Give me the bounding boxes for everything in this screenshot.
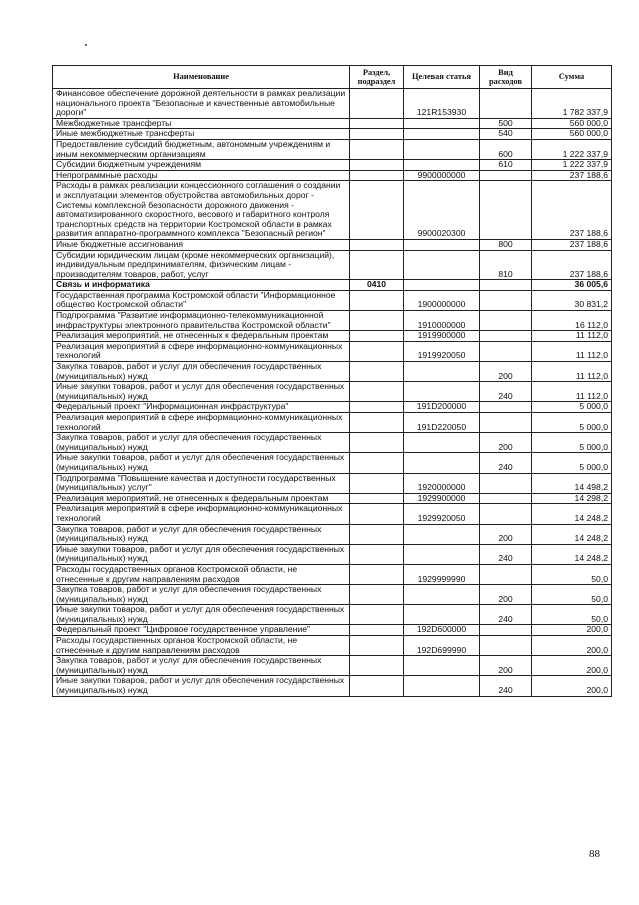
table-row [53, 473, 612, 493]
row-article: 1910000000 [404, 311, 480, 331]
header-section: Раздел, подраздел [350, 66, 404, 89]
row-type: 610 [480, 160, 532, 171]
table-row [53, 362, 612, 382]
row-sum: 14 248,2 [532, 524, 612, 544]
row-article [404, 160, 480, 171]
row-type [480, 170, 532, 181]
row-section [350, 239, 404, 250]
row-sum: 1 782 337,9 [532, 89, 612, 119]
row-name: Иные закупки товаров, работ и услуг для обеспечения государственных (муниципальных) нужд [53, 544, 350, 564]
row-section [350, 473, 404, 493]
row-article [404, 139, 480, 159]
row-name: Реализация мероприятий, не отнесенных к федеральным проектам [53, 331, 350, 342]
row-name: Реализация мероприятий в сфере информационно-коммуникационных технологий [53, 413, 350, 433]
row-type: 200 [480, 433, 532, 453]
table-row [53, 656, 612, 676]
row-article [404, 656, 480, 676]
row-type [480, 331, 532, 342]
row-sum: 1 222 337,9 [532, 160, 612, 171]
row-article [404, 524, 480, 544]
row-name: Расходы государственных органов Костромской области, не отнесенные к другим направлениям расходов [53, 636, 350, 656]
row-section [350, 636, 404, 656]
row-article [404, 250, 480, 280]
row-article: 9900020300 [404, 181, 480, 240]
row-name: Закупка товаров, работ и услуг для обеспечения государственных (муниципальных) нужд [53, 656, 350, 676]
table-body [53, 89, 612, 697]
table-row [53, 89, 612, 119]
table-row [53, 382, 612, 402]
row-article [404, 239, 480, 250]
row-section [350, 118, 404, 129]
row-name: Расходы в рамках реализации концессионного соглашения о создании и эксплуатации элементов обустройства автомобильных дорог - Системы комплексной безопасности дорожного движения - автоматизированного скоростного, весового и габаритного контроля транспортных средств на территории Костромской области в рамках развития аппаратно-программного комплекса "Безопасный регион" [53, 181, 350, 240]
table-row [53, 676, 612, 696]
row-article: 192D699990 [404, 636, 480, 656]
row-article: 1929900000 [404, 493, 480, 504]
row-section [350, 160, 404, 171]
row-name: Реализация мероприятий в сфере информационно-коммуникационных технологий [53, 504, 350, 524]
row-name: Государственная программа Костромской области "Информационное общество Костромской области" [53, 290, 350, 310]
row-sum: 11 112,0 [532, 382, 612, 402]
row-name: Субсидии бюджетным учреждениям [53, 160, 350, 171]
row-type: 200 [480, 362, 532, 382]
row-type [480, 625, 532, 636]
table-row [53, 524, 612, 544]
row-article: 1919900000 [404, 331, 480, 342]
row-sum: 200,0 [532, 636, 612, 656]
row-sum: 237 188,6 [532, 250, 612, 280]
row-section [350, 504, 404, 524]
table-row [53, 139, 612, 159]
row-section [350, 402, 404, 413]
row-sum: 237 188,6 [532, 239, 612, 250]
table-row [53, 433, 612, 453]
row-article: 191D200000 [404, 402, 480, 413]
table-row [53, 585, 612, 605]
row-sum: 50,0 [532, 564, 612, 584]
row-article: 121R153930 [404, 89, 480, 119]
row-sum: 16 112,0 [532, 311, 612, 331]
row-section [350, 433, 404, 453]
row-sum: 14 298,2 [532, 493, 612, 504]
row-type: 240 [480, 605, 532, 625]
row-type: 810 [480, 250, 532, 280]
row-sum: 560 000,0 [532, 118, 612, 129]
scan-speck [85, 44, 87, 46]
table-row [53, 181, 612, 240]
row-section [350, 656, 404, 676]
row-type: 240 [480, 453, 532, 473]
header-type: Вид расходов [480, 66, 532, 89]
row-type: 500 [480, 118, 532, 129]
row-section [350, 453, 404, 473]
row-type [480, 564, 532, 584]
row-type [480, 311, 532, 331]
row-article [404, 118, 480, 129]
row-section [350, 250, 404, 280]
row-article: 191D220050 [404, 413, 480, 433]
row-name: Подпрограмма "Развитие информационно-телекоммуникационной инфраструктуры электронного правительства Костромской области" [53, 311, 350, 331]
header-article: Целевая статья [404, 66, 480, 89]
row-section [350, 524, 404, 544]
row-name: Иные закупки товаров, работ и услуг для обеспечения государственных (муниципальных) нужд [53, 382, 350, 402]
table-row [53, 636, 612, 656]
row-name: Иные бюджетные ассигнования [53, 239, 350, 250]
row-article: 1920000000 [404, 473, 480, 493]
row-name: Закупка товаров, работ и услуг для обеспечения государственных (муниципальных) нужд [53, 362, 350, 382]
row-section [350, 362, 404, 382]
row-type [480, 181, 532, 240]
row-article [404, 453, 480, 473]
row-section [350, 290, 404, 310]
row-article [404, 129, 480, 140]
row-name: Расходы государственных органов Костромской области, не отнесенные к другим направлениям расходов [53, 564, 350, 584]
row-type [480, 280, 532, 291]
row-name: Непрограммные расходы [53, 170, 350, 181]
row-section [350, 625, 404, 636]
row-type [480, 504, 532, 524]
row-section [350, 676, 404, 696]
row-sum: 5 000,0 [532, 433, 612, 453]
row-sum: 200,0 [532, 676, 612, 696]
row-type: 240 [480, 676, 532, 696]
row-section: 0410 [350, 280, 404, 291]
row-section [350, 382, 404, 402]
row-name: Финансовое обеспечение дорожной деятельности в рамках реализации национального проекта "Безопасные и качественные автомобильные дороги" [53, 89, 350, 119]
row-sum: 50,0 [532, 585, 612, 605]
row-name: Иные закупки товаров, работ и услуг для обеспечения государственных (муниципальных) нужд [53, 453, 350, 473]
row-sum: 5 000,0 [532, 453, 612, 473]
row-name: Иные закупки товаров, работ и услуг для обеспечения государственных (муниципальных) нужд [53, 605, 350, 625]
table-row [53, 290, 612, 310]
row-sum: 14 248,2 [532, 544, 612, 564]
row-type [480, 341, 532, 361]
table-row [53, 504, 612, 524]
row-name: Федеральный проект "Информационная инфраструктура" [53, 402, 350, 413]
table-row [53, 129, 612, 140]
row-article: 1919920050 [404, 341, 480, 361]
row-type: 240 [480, 382, 532, 402]
table-row [53, 625, 612, 636]
page-number: 88 [589, 848, 600, 860]
row-name: Закупка товаров, работ и услуг для обеспечения государственных (муниципальных) нужд [53, 585, 350, 605]
row-type [480, 636, 532, 656]
row-article: 9900000000 [404, 170, 480, 181]
table-row [53, 250, 612, 280]
row-section [350, 564, 404, 584]
row-type: 540 [480, 129, 532, 140]
row-type: 200 [480, 524, 532, 544]
row-article [404, 605, 480, 625]
row-type: 200 [480, 656, 532, 676]
row-type [480, 402, 532, 413]
table-row [53, 413, 612, 433]
row-section [350, 493, 404, 504]
row-type [480, 493, 532, 504]
row-section [350, 181, 404, 240]
row-type [480, 413, 532, 433]
row-name: Иные закупки товаров, работ и услуг для обеспечения государственных (муниципальных) нужд [53, 676, 350, 696]
row-sum: 560 000,0 [532, 129, 612, 140]
row-article: 1900000000 [404, 290, 480, 310]
row-name: Федеральный проект "Цифровое государственное управление" [53, 625, 350, 636]
table-row [53, 118, 612, 129]
row-sum: 237 188,6 [532, 170, 612, 181]
row-type: 200 [480, 585, 532, 605]
table-row [53, 311, 612, 331]
row-sum: 50,0 [532, 605, 612, 625]
table-row [53, 605, 612, 625]
row-sum: 11 112,0 [532, 362, 612, 382]
table-row [53, 341, 612, 361]
table-row [53, 160, 612, 171]
row-article [404, 362, 480, 382]
row-article [404, 433, 480, 453]
row-article: 192D600000 [404, 625, 480, 636]
row-article [404, 585, 480, 605]
row-type: 600 [480, 139, 532, 159]
row-sum: 11 112,0 [532, 331, 612, 342]
row-type [480, 89, 532, 119]
table-row [53, 280, 612, 291]
row-article [404, 382, 480, 402]
table-row [53, 331, 612, 342]
table-row [53, 544, 612, 564]
row-sum: 36 005,6 [532, 280, 612, 291]
table-header-row [53, 66, 612, 89]
row-name: Иные межбюджетные трансферты [53, 129, 350, 140]
row-name: Реализация мероприятий, не отнесенных к федеральным проектам [53, 493, 350, 504]
row-sum: 5 000,0 [532, 413, 612, 433]
row-name: Связь и информатика [53, 280, 350, 291]
row-article: 1929999990 [404, 564, 480, 584]
row-section [350, 413, 404, 433]
row-type [480, 473, 532, 493]
row-section [350, 139, 404, 159]
row-section [350, 89, 404, 119]
row-name: Закупка товаров, работ и услуг для обеспечения государственных (муниципальных) нужд [53, 433, 350, 453]
row-article: 1929920050 [404, 504, 480, 524]
row-name: Закупка товаров, работ и услуг для обеспечения государственных (муниципальных) нужд [53, 524, 350, 544]
row-name: Межбюджетные трансферты [53, 118, 350, 129]
row-name: Предоставление субсидий бюджетным, автономным учреждениям и иным некоммерческим организациям [53, 139, 350, 159]
table-row [53, 402, 612, 413]
row-sum: 237 188,6 [532, 181, 612, 240]
table-row [53, 239, 612, 250]
row-section [350, 311, 404, 331]
row-section [350, 544, 404, 564]
row-sum: 14 248,2 [532, 504, 612, 524]
row-sum: 5 000,0 [532, 402, 612, 413]
row-type [480, 290, 532, 310]
row-sum: 200,0 [532, 625, 612, 636]
row-section [350, 331, 404, 342]
row-section [350, 585, 404, 605]
row-name: Подпрограмма "Повышение качества и доступности государственных (муниципальных) услуг" [53, 473, 350, 493]
row-sum: 11 112,0 [532, 341, 612, 361]
row-type: 800 [480, 239, 532, 250]
row-type: 240 [480, 544, 532, 564]
row-sum: 1 222 337,9 [532, 139, 612, 159]
row-name: Субсидии юридическим лицам (кроме некоммерческих организаций), индивидуальным предпринимателям, физическим лицам - производителям товаров, работ, услуг [53, 250, 350, 280]
row-sum: 30 831,2 [532, 290, 612, 310]
row-article [404, 544, 480, 564]
row-sum: 200,0 [532, 656, 612, 676]
table-row [53, 493, 612, 504]
table-row [53, 564, 612, 584]
table-row [53, 453, 612, 473]
row-section [350, 341, 404, 361]
row-article [404, 280, 480, 291]
row-section [350, 129, 404, 140]
budget-table [52, 65, 612, 697]
header-name: Наименование [53, 66, 350, 89]
table-row [53, 170, 612, 181]
row-name: Реализация мероприятий в сфере информационно-коммуникационных технологий [53, 341, 350, 361]
row-sum: 14 498,2 [532, 473, 612, 493]
row-section [350, 170, 404, 181]
header-sum: Сумма [532, 66, 612, 89]
row-section [350, 605, 404, 625]
row-article [404, 676, 480, 696]
